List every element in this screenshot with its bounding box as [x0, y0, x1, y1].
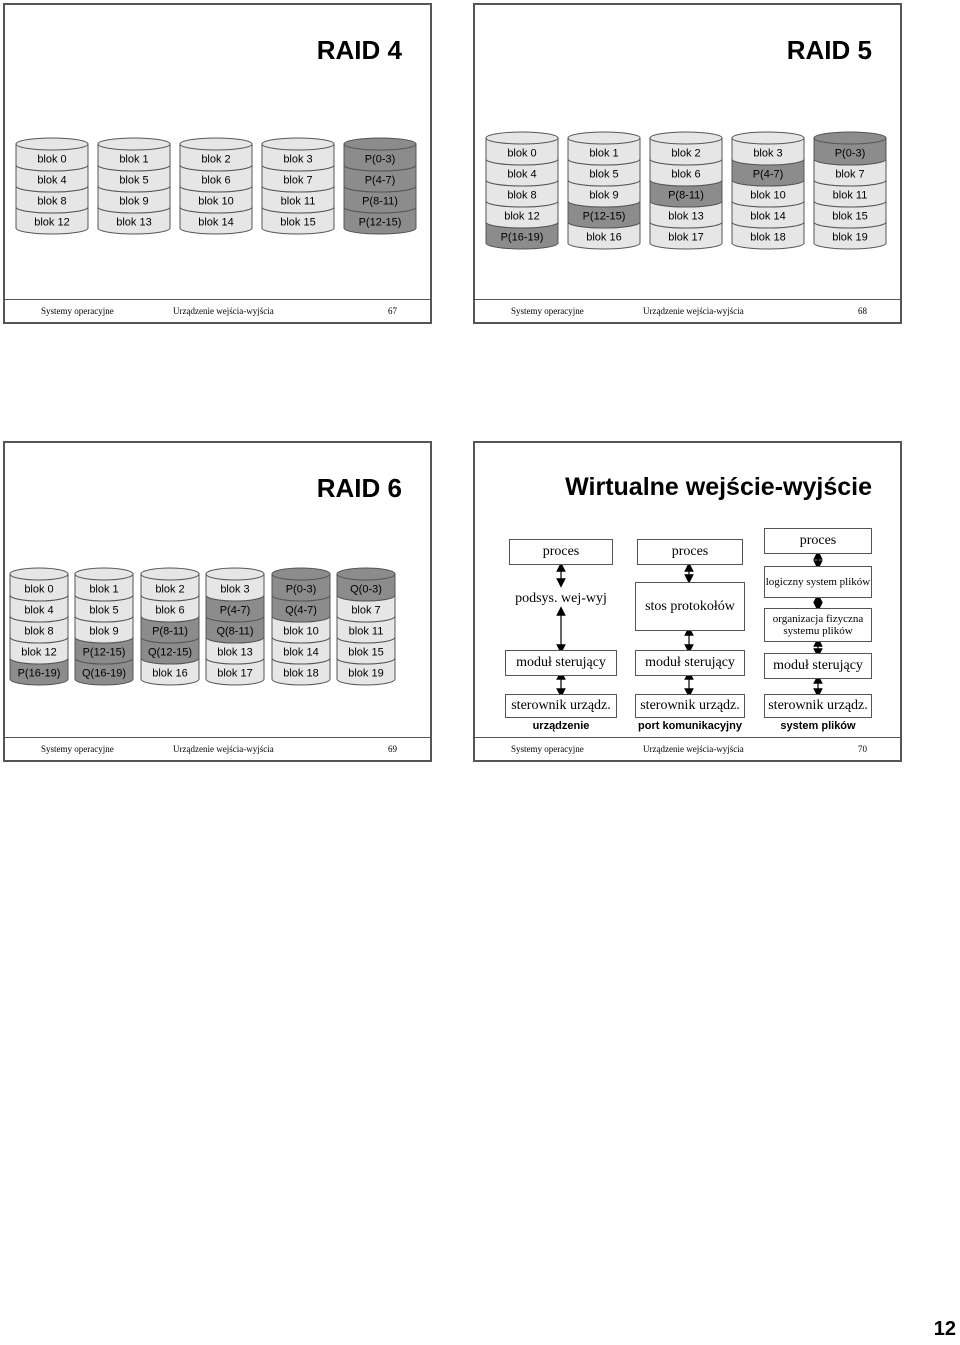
- block-label: P(4-7): [752, 168, 784, 181]
- physical-fs-box: organizacja fizyczna systemu plików: [764, 608, 872, 642]
- disk-1: [74, 567, 134, 690]
- block-label: blok 11: [280, 195, 316, 208]
- block-label: Q(8-11): [216, 625, 254, 638]
- disk-block: [650, 132, 722, 165]
- block-label: blok 5: [89, 604, 120, 617]
- block-label: blok 17: [668, 231, 704, 244]
- block-label: P(4-7): [219, 604, 251, 617]
- block-label: blok 9: [89, 625, 120, 638]
- process-box: proces: [764, 528, 872, 554]
- process-box: proces: [637, 539, 743, 565]
- slide-number: 69: [388, 744, 397, 754]
- block-label: blok 7: [835, 168, 865, 181]
- block-label: blok 6: [155, 604, 185, 617]
- block-label: blok 10: [282, 625, 319, 638]
- disk-4: [343, 137, 417, 239]
- disk-0: [9, 567, 69, 690]
- block-label: blok 1: [119, 153, 149, 166]
- block-label: blok 12: [504, 210, 540, 223]
- block-label: blok 6: [201, 174, 231, 187]
- disk-2: [179, 137, 253, 239]
- driver-module-box: moduł sterujący: [505, 650, 617, 676]
- disk-block: [98, 138, 170, 171]
- disk-0: [485, 131, 559, 254]
- footer-course: Systemy operacyjne: [511, 744, 584, 754]
- block-label: blok 15: [280, 216, 316, 229]
- block-label: P(0-3): [834, 147, 866, 160]
- disk-block: [272, 568, 330, 601]
- block-label: blok 17: [217, 667, 253, 680]
- driver-module-box: moduł sterujący: [635, 650, 745, 676]
- slide-title: RAID 5: [786, 35, 872, 65]
- block-label: blok 4: [24, 604, 54, 617]
- block-label: P(12-15): [82, 646, 126, 659]
- block-label: blok 10: [750, 189, 786, 202]
- block-label: blok 5: [589, 168, 619, 181]
- disk-block: [344, 138, 416, 171]
- block-label: blok 4: [37, 174, 67, 187]
- block-label: blok 14: [198, 216, 234, 229]
- block-label: blok 16: [586, 231, 622, 244]
- block-label: blok 3: [753, 147, 783, 160]
- device-controller-box: sterownik urządz.: [764, 694, 872, 718]
- disk-4: [271, 567, 331, 690]
- block-label: blok 9: [119, 195, 149, 208]
- block-label: blok 2: [671, 147, 701, 160]
- disk-block: [10, 568, 68, 601]
- footer-course: Systemy operacyjne: [41, 744, 114, 754]
- slide-footer: [475, 737, 900, 760]
- block-label: P(16-19): [17, 667, 61, 680]
- footer-topic: Urządzenie wejścia-wyjścia: [173, 744, 274, 754]
- block-label: blok 14: [750, 210, 786, 223]
- block-label: blok 10: [198, 195, 234, 208]
- protocol-stack-box: stos protokołów: [635, 582, 745, 631]
- block-label: P(16-19): [500, 231, 544, 244]
- disk-block: [206, 568, 264, 601]
- disk-array: [9, 565, 429, 695]
- block-label: blok 15: [348, 646, 384, 659]
- disk-3: [731, 131, 805, 254]
- block-label: blok 15: [832, 210, 868, 223]
- block-label: blok 2: [201, 153, 231, 166]
- block-label: blok 6: [671, 168, 701, 181]
- disk-block: [568, 132, 640, 165]
- block-label: blok 19: [348, 667, 384, 680]
- disk-block: [75, 568, 133, 601]
- disk-block: [141, 568, 199, 601]
- block-label: blok 13: [116, 216, 152, 229]
- block-label: blok 11: [832, 189, 868, 202]
- block-label: blok 9: [589, 189, 619, 202]
- disk-5: [336, 567, 396, 690]
- footer-course: Systemy operacyjne: [41, 306, 114, 316]
- block-label: blok 12: [21, 646, 57, 659]
- block-label: P(8-11): [668, 189, 704, 202]
- device-controller-box: sterownik urządz.: [635, 694, 745, 718]
- block-label: P(8-11): [362, 195, 398, 208]
- slide-raid4: [3, 3, 432, 324]
- block-label: blok 0: [37, 153, 67, 166]
- logical-fs-box: logiczny system plików: [764, 566, 872, 598]
- disk-array: [485, 129, 895, 259]
- slide-footer: [475, 299, 900, 322]
- slide-number: 68: [858, 306, 867, 316]
- block-label: blok 12: [34, 216, 70, 229]
- slide-title: Wirtualne wejście-wyjście: [565, 473, 872, 501]
- disk-3: [205, 567, 265, 690]
- slide-title: RAID 4: [316, 35, 402, 65]
- block-label: blok 2: [155, 583, 185, 596]
- comm-port-caption: port komunikacyjny: [638, 720, 742, 732]
- slide-footer: [5, 737, 430, 760]
- block-label: P(12-15): [358, 216, 402, 229]
- block-label: blok 0: [24, 583, 54, 596]
- block-label: Q(0-3): [350, 583, 382, 596]
- block-label: blok 18: [282, 667, 319, 680]
- block-label: blok 11: [348, 625, 384, 638]
- block-label: blok 1: [589, 147, 619, 160]
- block-label: blok 8: [507, 189, 537, 202]
- slide-number: 67: [388, 306, 397, 316]
- disk-block: [337, 568, 395, 601]
- block-label: blok 18: [750, 231, 786, 244]
- device-controller-box: sterownik urządz.: [505, 694, 617, 718]
- block-label: blok 3: [220, 583, 250, 596]
- block-label: blok 3: [283, 153, 313, 166]
- disk-2: [140, 567, 200, 690]
- disk-block: [814, 132, 886, 165]
- disk-block: [486, 132, 558, 165]
- disk-2: [649, 131, 723, 254]
- disk-block: [262, 138, 334, 171]
- footer-course: Systemy operacyjne: [511, 306, 584, 316]
- block-label: blok 5: [119, 174, 149, 187]
- block-label: P(0-3): [285, 583, 316, 596]
- block-label: blok 13: [668, 210, 704, 223]
- block-label: Q(12-15): [147, 646, 192, 659]
- block-label: P(4-7): [364, 174, 396, 187]
- disk-3: [261, 137, 335, 239]
- disk-0: [15, 137, 89, 239]
- block-label: blok 19: [832, 231, 868, 244]
- block-label: Q(16-19): [82, 667, 127, 680]
- disk-block: [732, 132, 804, 165]
- slide-raid6: [3, 441, 432, 762]
- slide-raid5: [473, 3, 902, 324]
- block-label: P(12-15): [582, 210, 626, 223]
- footer-topic: Urządzenie wejścia-wyjścia: [643, 744, 744, 754]
- block-label: blok 8: [24, 625, 54, 638]
- block-label: Q(4-7): [284, 604, 317, 617]
- slide-footer: [5, 299, 430, 322]
- disk-array: [15, 135, 425, 245]
- slide-number: 70: [858, 744, 867, 754]
- driver-module-box: moduł sterujący: [764, 653, 872, 679]
- block-label: blok 1: [89, 583, 120, 596]
- disk-1: [567, 131, 641, 254]
- process-box: proces: [509, 539, 613, 565]
- block-label: blok 14: [282, 646, 319, 659]
- slide-virtual-io: [473, 441, 902, 762]
- block-label: P(0-3): [364, 153, 396, 166]
- disk-1: [97, 137, 171, 239]
- io-subsystem-label: podsys. wej-wyj: [515, 591, 607, 606]
- disk-block: [16, 138, 88, 171]
- disk-block: [180, 138, 252, 171]
- block-label: P(8-11): [151, 625, 188, 638]
- footer-topic: Urządzenie wejścia-wyjścia: [643, 306, 744, 316]
- block-label: blok 7: [351, 604, 381, 617]
- slide-title: RAID 6: [316, 473, 402, 503]
- block-label: blok 7: [283, 174, 313, 187]
- block-label: blok 13: [217, 646, 253, 659]
- block-label: blok 0: [507, 147, 537, 160]
- block-label: blok 16: [152, 667, 188, 680]
- page-number: 12: [933, 1318, 956, 1340]
- block-label: blok 4: [507, 168, 537, 181]
- block-label: blok 8: [37, 195, 67, 208]
- filesystem-caption: system plików: [780, 720, 856, 732]
- device-caption: urządzenie: [532, 720, 590, 732]
- footer-topic: Urządzenie wejścia-wyjścia: [173, 306, 274, 316]
- disk-4: [813, 131, 887, 254]
